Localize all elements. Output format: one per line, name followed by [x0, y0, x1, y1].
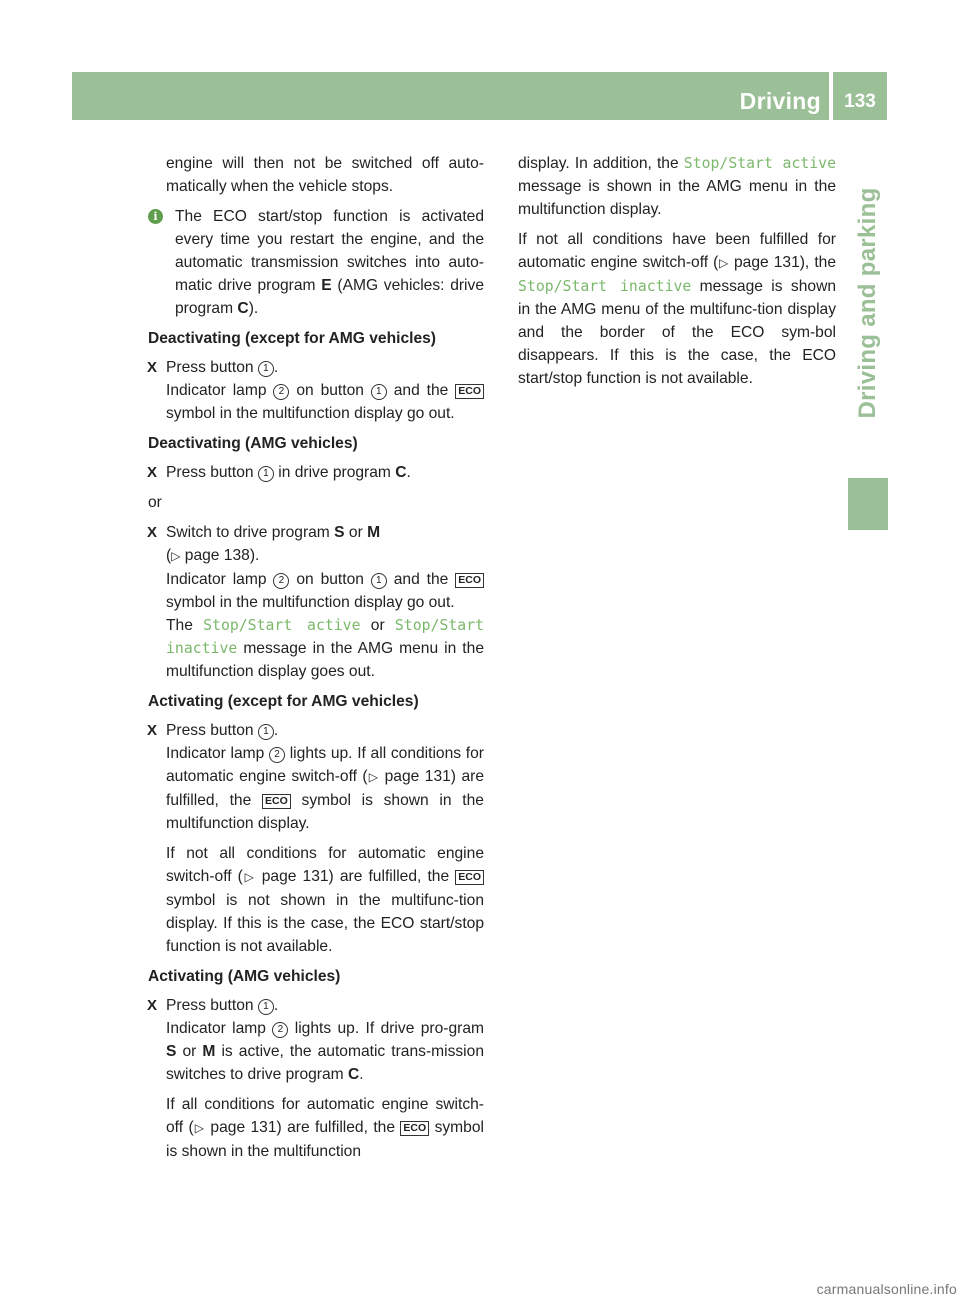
- eco-symbol-icon: ECO: [455, 384, 484, 399]
- info-icon: i: [148, 209, 163, 224]
- left-column: [148, 152, 484, 1170]
- section-heading: Activating (except for AMG vehicles): [148, 693, 419, 710]
- page-number: 133: [844, 91, 876, 112]
- side-tab-marker: [848, 478, 888, 530]
- instruction-step: X Press button 1 in drive program C.: [148, 461, 484, 484]
- page-ref-arrow-icon: ▷: [242, 870, 256, 884]
- eco-symbol-icon: ECO: [400, 1121, 429, 1136]
- display-message: Stop/Start inactive: [518, 278, 692, 295]
- header-bar: [72, 72, 829, 120]
- eco-symbol-icon: ECO: [455, 573, 484, 588]
- callout-1-icon: 1: [371, 384, 387, 400]
- side-tab-label: Driving and parking: [854, 186, 881, 419]
- eco-symbol-icon: ECO: [262, 794, 291, 809]
- instruction-step: X Switch to drive program S or M (▷ page 138). Indicator lamp 2 on button 1 and the ECO symbol in the multifunction display go out. The Stop/Start active or Stop/Start inactive message in the AMG menu in the multifunction display goes out.: [148, 521, 484, 683]
- step-marker-icon: X: [147, 464, 158, 481]
- instruction-step: X Press button 1 . Indicator lamp 2 lights up. If drive pro-gram S or M is active, the automatic trans-mission switches to drive program C. If all conditions for automatic engine switch-off (▷ page 131) are fulfilled, the ECO symbol is shown in the multifunction: [148, 994, 484, 1163]
- paragraph: display. In addition, the Stop/Start active message is shown in the AMG menu in the multifunction display.: [518, 155, 836, 218]
- step-marker-icon: X: [147, 722, 158, 739]
- section-heading: Deactivating (AMG vehicles): [148, 435, 358, 452]
- page-ref-arrow-icon: ▷: [171, 549, 181, 563]
- paragraph: If not all conditions have been fulfilled for automatic engine switch-off (▷ page 131), the Stop/Start inactive message is shown in the AMG menu of the multifunc-tion display and the border of the ECO sym-bol disappears. If this is the case, the ECO start/stop function is not available.: [518, 231, 837, 387]
- callout-2-icon: 2: [269, 747, 285, 763]
- callout-1-icon: 1: [371, 573, 387, 589]
- step-marker-icon: X: [147, 524, 158, 541]
- footer-watermark: carmanualsonline.info: [816, 1281, 957, 1297]
- instruction-step: X Press button 1 . Indicator lamp 2 on button 1 and the ECO symbol in the multifunction display go out.: [148, 356, 484, 425]
- info-note: i The ECO start/stop function is activated every time you restart the engine, and the automatic transmission switches into auto-matic drive program E (AMG vehicles: drive program C).: [148, 205, 484, 320]
- callout-1-icon: 1: [258, 361, 274, 377]
- page-ref-arrow-icon: ▷: [718, 256, 729, 270]
- section-heading: Activating (AMG vehicles): [148, 968, 341, 985]
- step-marker-icon: X: [147, 359, 158, 376]
- step-marker-icon: X: [147, 997, 158, 1014]
- callout-2-icon: 2: [273, 384, 289, 400]
- right-column: [518, 152, 836, 397]
- instruction-step: X Press button 1 . Indicator lamp 2 lights up. If all conditions for automatic engine switch-off (▷ page 131) are fulfilled, the ECO symbol is shown in the multifunction display. If not all conditions for automatic engine switch-off (▷ page 131) are fulfilled, the ECO symbol is not shown in the multifunc-tion display. If this is the case, the ECO start/stop function is not available.: [148, 719, 484, 958]
- display-message: Stop/Start inactive: [166, 617, 485, 657]
- callout-1-icon: 1: [258, 466, 274, 482]
- paragraph: or: [148, 494, 162, 511]
- eco-symbol-icon: ECO: [455, 870, 484, 885]
- section-heading: Deactivating (except for AMG vehicles): [148, 330, 436, 347]
- callout-2-icon: 2: [272, 1022, 288, 1038]
- display-message: Stop/Start active: [683, 155, 836, 172]
- page-ref-arrow-icon: ▷: [193, 1121, 206, 1135]
- callout-2-icon: 2: [273, 573, 289, 589]
- callout-1-icon: 1: [258, 724, 274, 740]
- page-ref-arrow-icon: ▷: [367, 770, 380, 784]
- display-message: Stop/Start active: [203, 617, 361, 634]
- side-tab: [848, 130, 888, 475]
- chapter-title: Driving: [739, 88, 821, 114]
- callout-1-icon: 1: [258, 999, 274, 1015]
- paragraph: engine will then not be switched off auto-matically when the vehicle stops.: [166, 155, 484, 195]
